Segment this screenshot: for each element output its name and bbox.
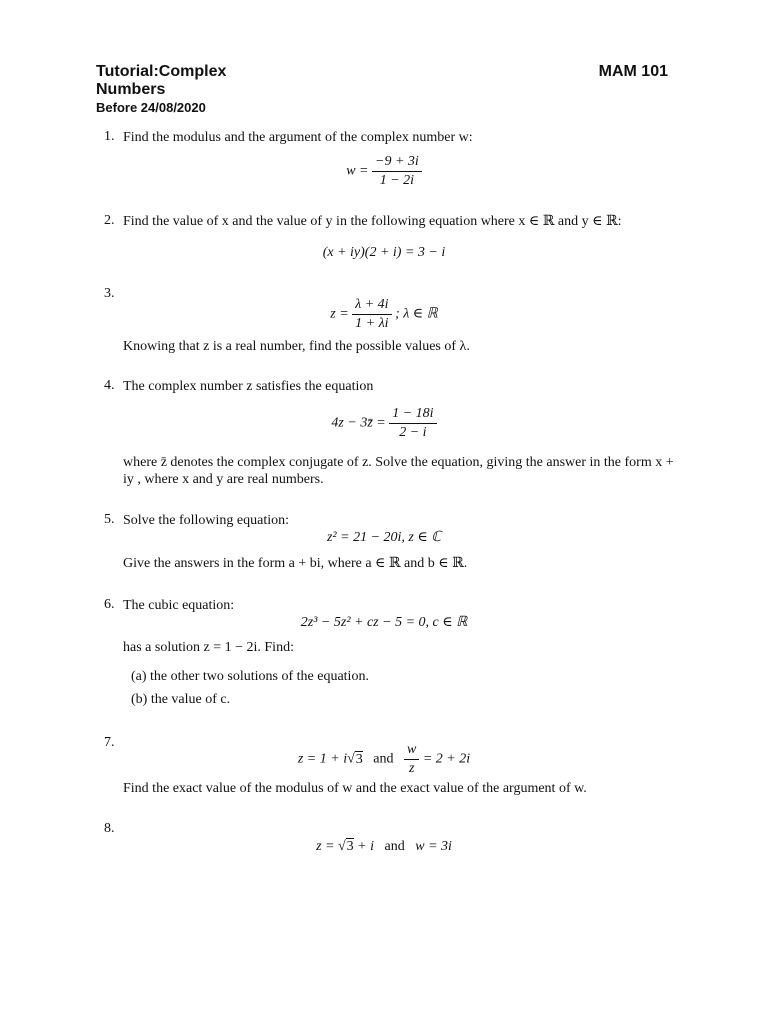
problem-2-text: Find the value of x and the value of y in the following equation where x ∈ ℝ and y ∈ ℝ: bbox=[123, 214, 622, 229]
problem-1-equation bbox=[0, 154, 768, 189]
problem-3-text: Knowing that z is a real number, find the possible values of λ. bbox=[123, 339, 470, 354]
numerator: w bbox=[404, 742, 419, 760]
numerator: 1 − 18i bbox=[389, 406, 436, 424]
problem-6-text-2: has a solution z = 1 − 2i. Find: bbox=[123, 640, 294, 655]
problem-8-equation bbox=[0, 839, 768, 855]
problem-8-number: 8. bbox=[104, 821, 115, 836]
due-date: Before 24/08/2020 bbox=[96, 100, 206, 115]
problem-3-number: 3. bbox=[104, 286, 115, 301]
title-line-1: Tutorial:Complex bbox=[96, 63, 227, 80]
fraction bbox=[352, 297, 391, 332]
problem-6-number: 6. bbox=[104, 597, 115, 612]
problem-6-part-a: (a) the other two solutions of the equation. bbox=[131, 669, 369, 684]
problem-7-text: Find the exact value of the modulus of w and the exact value of the argument of w. bbox=[123, 781, 587, 796]
eq-a: z = 1 + i bbox=[297, 751, 348, 767]
denominator: 2 − i bbox=[399, 425, 427, 440]
fraction bbox=[389, 406, 436, 441]
problem-4-equation bbox=[0, 406, 768, 441]
problem-6-equation: 2z³ − 5z² + cz − 5 = 0, c ∈ ℝ bbox=[300, 615, 468, 630]
eq-c: w = 3i bbox=[415, 839, 452, 854]
eq-lhs: 4z − 3z̄ = bbox=[331, 415, 386, 431]
eq-and: and bbox=[384, 839, 405, 854]
problem-4-number: 4. bbox=[104, 378, 115, 393]
problem-1-text: Find the modulus and the argument of the complex number w: bbox=[123, 130, 473, 145]
numerator: −9 + 3i bbox=[372, 154, 422, 172]
denominator: z bbox=[408, 761, 415, 776]
problem-1-number: 1. bbox=[104, 129, 115, 144]
sqrt-sign: √ bbox=[337, 839, 346, 854]
eq-rhs: ; λ ∈ ℝ bbox=[395, 306, 438, 322]
course-code: MAM 101 bbox=[598, 63, 668, 80]
sqrt-sign: √ bbox=[347, 751, 355, 767]
problem-5-equation: z² = 21 − 20i, z ∈ ℂ bbox=[326, 530, 442, 545]
problem-2-number: 2. bbox=[104, 213, 115, 228]
problem-5-text-2: Give the answers in the form a + bi, where a ∈ ℝ and b ∈ ℝ. bbox=[123, 556, 468, 571]
eq-a: z = bbox=[316, 839, 335, 854]
eq-lhs: w = bbox=[346, 163, 369, 179]
eq-lhs: z = bbox=[330, 306, 349, 322]
problem-6-part-b: (b) the value of c. bbox=[131, 692, 231, 707]
problem-3-equation bbox=[0, 297, 768, 332]
sqrt-radicand: 3 bbox=[346, 839, 354, 854]
problem-5-text: Solve the following equation: bbox=[123, 513, 290, 528]
eq-and: and bbox=[373, 751, 394, 767]
problem-4-text-2: where z̄ denotes the complex conjugate of z. Solve the equation, giving the answer in the form x + iy , where x and y are real numbers. bbox=[123, 455, 674, 487]
problem-7-equation bbox=[0, 742, 768, 777]
tutorial-title bbox=[96, 63, 226, 99]
title-line-2: Numbers bbox=[96, 81, 166, 98]
problem-4-text: The complex number z satisfies the equation bbox=[123, 379, 374, 394]
eq-rhs: = 2 + 2i bbox=[422, 751, 471, 767]
problem-2-equation: (x + iy)(2 + i) = 3 − i bbox=[322, 245, 446, 260]
eq-b: + i bbox=[357, 839, 375, 854]
numerator: λ + 4i bbox=[352, 297, 391, 315]
problem-5-number: 5. bbox=[104, 512, 115, 527]
fraction bbox=[404, 742, 419, 777]
problem-7-number: 7. bbox=[104, 735, 115, 750]
problem-6-text: The cubic equation: bbox=[123, 598, 235, 613]
fraction bbox=[372, 154, 422, 189]
denominator: 1 − 2i bbox=[379, 173, 415, 188]
sqrt-radicand: 3 bbox=[355, 751, 363, 767]
denominator: 1 + λi bbox=[355, 316, 389, 331]
